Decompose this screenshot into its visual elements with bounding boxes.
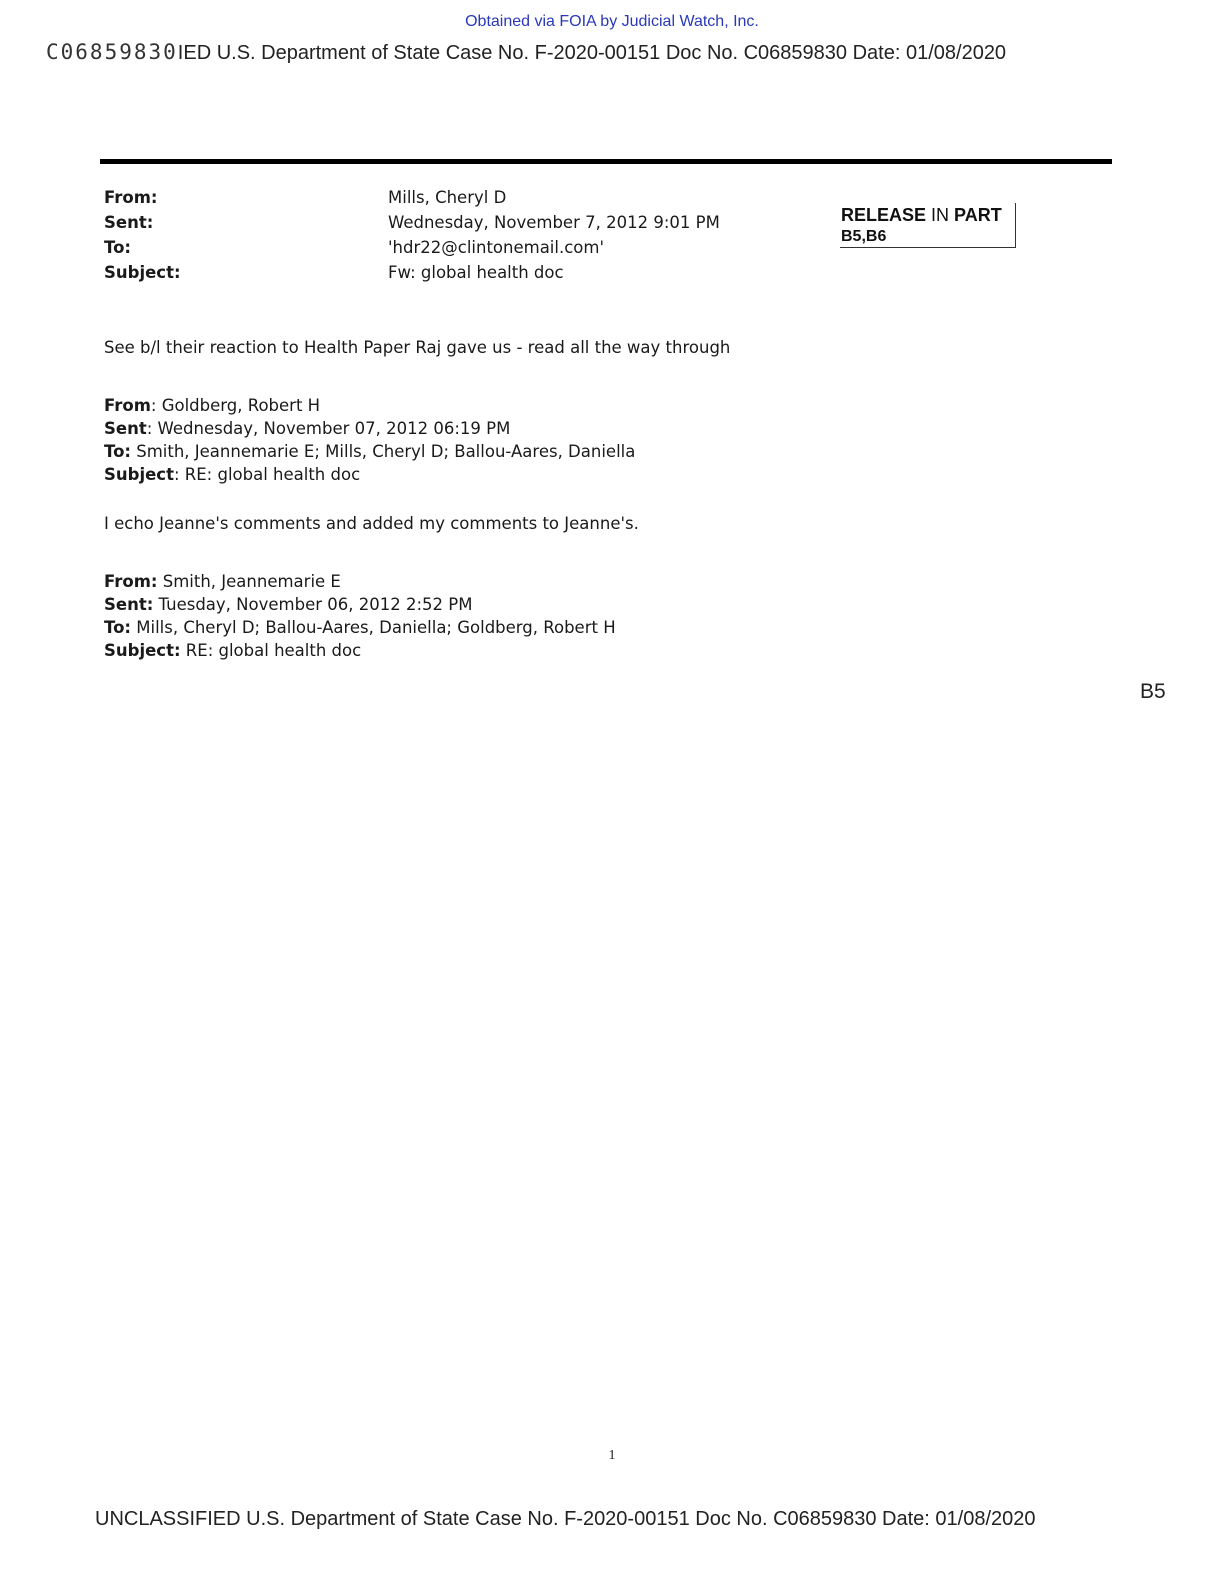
message2-to-value: Mills, Cheryl D; Ballou-Aares, Daniella; Goldberg, Robert H [131,618,616,637]
message2-to-label: To: [104,618,131,637]
message1-body: I echo Jeanne's comments and added my comments to Jeanne's. [104,514,639,533]
release-in-word: IN [926,205,955,225]
message1-sent-value: : Wednesday, November 07, 2012 06:19 PM [146,419,511,438]
release-codes: B5,B6 [841,228,887,245]
header-rule [100,159,1112,164]
message2-sent [104,595,472,614]
message2-from-label: From: [104,572,158,591]
message2-subject [104,641,361,660]
subject-value: Fw: global health doc [388,263,564,282]
message2-sent-label: Sent: [104,595,154,614]
sent-value: Wednesday, November 7, 2012 9:01 PM [388,213,720,232]
release-in-part-stamp [840,203,1016,248]
release-word: RELEASE [841,205,927,225]
redaction-code: B5 [1140,680,1166,703]
intro-line: See b/l their reaction to Health Paper Raj gave us - read all the way through [104,338,731,357]
subject-label: Subject: [104,263,181,282]
release-part-word: PART [954,205,1002,225]
page-number: 1 [608,1448,616,1463]
message2-to [104,618,616,637]
message1-sent [104,419,510,438]
release-title [841,205,1002,226]
document-id: C06859830 [46,40,178,64]
bottom-classification-stamp: UNCLASSIFIED U.S. Department of State Case No. F-2020-00151 Doc No. C06859830 Date: 01/08/2020 [95,1508,1036,1530]
message1-subject-value: : RE: global health doc [173,465,361,484]
message1-sent-label: Sent [104,419,147,438]
message1-to [104,442,635,461]
message1-to-label: To: [104,442,131,461]
to-label: To: [104,238,131,257]
message2-from-value: Smith, Jeannemarie E [157,572,341,591]
message2-subject-value: RE: global health doc [180,641,362,660]
message1-from-value: : Goldberg, Robert H [150,396,321,415]
message1-to-value: Smith, Jeannemarie E; Mills, Cheryl D; Ballou-Aares, Daniella [131,442,636,461]
message1-subject-label: Subject [104,465,174,484]
message1-from-label: From [104,396,151,415]
message2-sent-value: Tuesday, November 06, 2012 2:52 PM [153,595,473,614]
to-value: 'hdr22@clintonemail.com' [388,238,604,257]
message2-from [104,572,341,591]
from-value: Mills, Cheryl D [388,188,507,207]
message1-from [104,396,320,415]
message2-subject-label: Subject: [104,641,181,660]
top-stamp-text: IED U.S. Department of State Case No. F-2020-00151 Doc No. C06859830 Date: 01/08/2020 [177,42,1007,64]
from-label: From: [104,188,158,207]
foia-source-note: Obtained via FOIA by Judicial Watch, Inc. [465,13,759,30]
top-classification-stamp [46,40,1006,65]
sent-label: Sent: [104,213,154,232]
message1-subject [104,465,360,484]
